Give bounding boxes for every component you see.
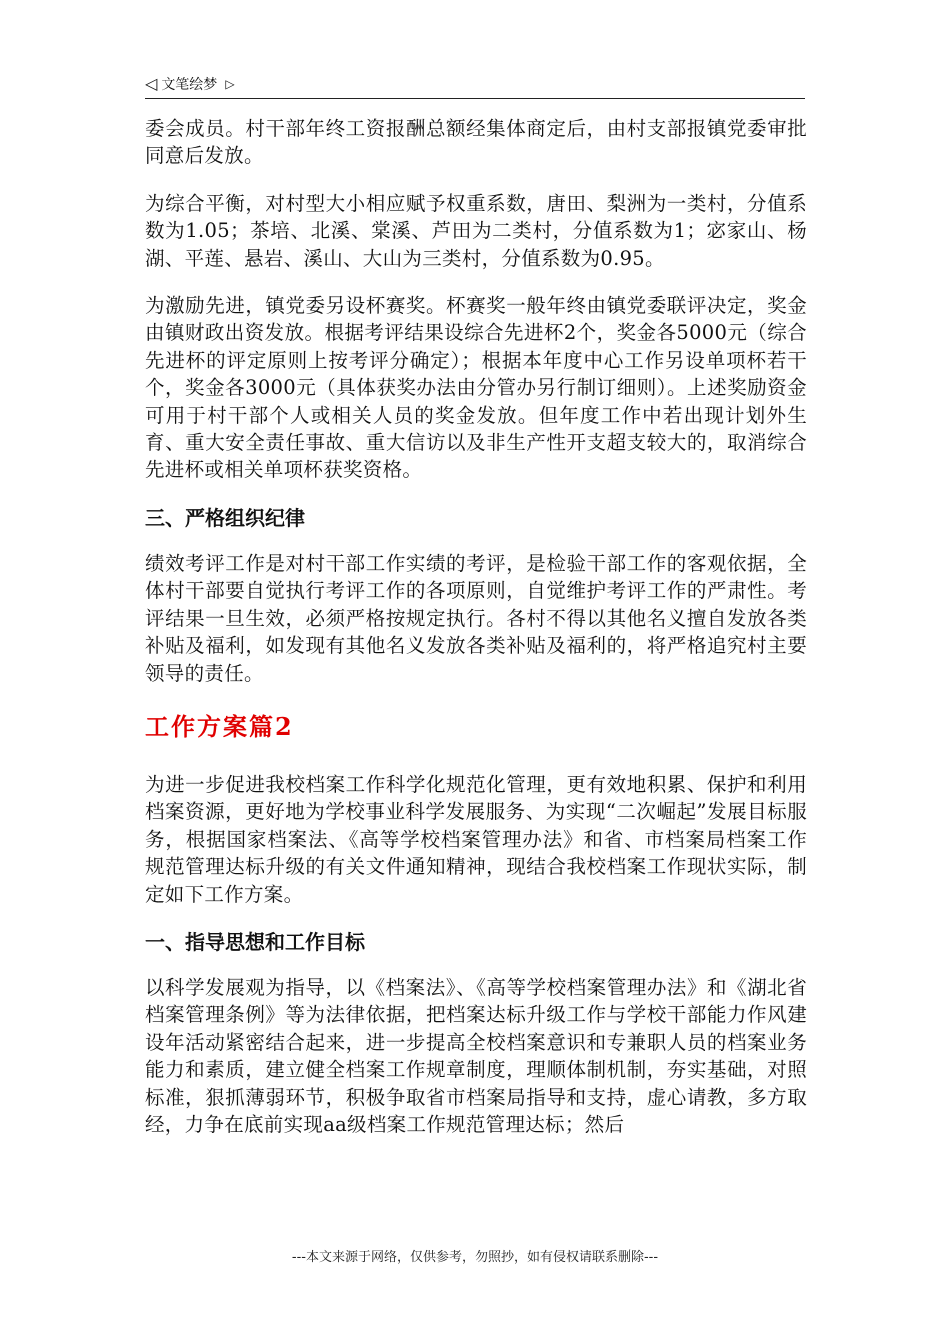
paragraph-5: 为进一步促进我校档案工作科学化规范化管理，更有效地积累、保护和利用档案资源，更好地为学校事业科学发展服务、为实现“二次崛起”发展目标服务，根据国家档案法、《高等学校档案管理办法》和省、市档案局档案工作规范管理达标升级的有关文件通知精神，现结合我校档案工作现状实际，制定如下工作方案。	[145, 772, 807, 906]
paragraph-1: 委会成员。村干部年终工资报酬总额经集体商定后，由村支部报镇党委审批同意后发放。	[145, 117, 807, 168]
page-footer: ---本文来源于网络，仅供参考，勿照抄，如有侵权请联系删除---	[291, 1250, 659, 1265]
page-header	[145, 70, 805, 99]
brand-name: 文笔绘梦	[161, 77, 218, 93]
paragraph-3: 为激励先进，镇党委另设杯赛奖。杯赛奖一般年终由镇党委联评决定，奖金由镇财政出资发放。根据考评结果设综合先进杯2个，奖金各5000元（综合先进杯的评定原则上按考评分确定）；根据本年度中心工作另设单项杯若干个，奖金各3000元（具体获奖办法由分管办另行制订细则）。上述奖励资金可用于村干部个人或相关人员的奖金发放。但年度工作中若出现计划外生育、重大安全责任事故、重大信访以及非生产性开支超支较大的，取消综合先进杯或相关单项杯获奖资格。	[145, 294, 807, 482]
section-heading-1: 一、指导思想和工作目标	[145, 929, 365, 954]
article-title-2: 工作方案篇2	[145, 711, 294, 741]
paragraph-2: 为综合平衡，对村型大小相应赋予权重系数，唐田、梨洲为一类村，分值系数为1.05；茶培、北溪、棠溪、芦田为二类村，分值系数为1；宓家山、杨湖、平莲、悬岩、溪山、大山为三类村，分值系数为0.95。	[145, 191, 807, 270]
header-brand	[145, 74, 235, 94]
section-heading-3: 三、严格组织纪律	[145, 505, 305, 530]
paragraph-4: 绩效考评工作是对村干部工作实绩的考评，是检验干部工作的客观依据，全体村干部要自觉执行考评工作的各项原则，自觉维护考评工作的严肃性。考评结果一旦生效，必须严格按规定执行。各村不得以其他名义擅自发放各类补贴及福利，如发现有其他名义发放各类补贴及福利的，将严格追究村主要领导的责任。	[145, 551, 807, 685]
paragraph-6: 以科学发展观为指导，以《档案法》、《高等学校档案管理办法》和《湖北省档案管理条例》等为法律依据，把档案达标升级工作与学校干部能力作风建设年活动紧密结合起来，进一步提高全校档案意识和专兼职人员的档案业务能力和素质，建立健全档案工作规章制度，理顺体制机制，夯实基础，对照标准，狠抓薄弱环节，积极争取省市档案局指导和支持，虚心请教，多方取经，力争在底前实现aa级档案工作规范管理达标；然后	[145, 975, 807, 1136]
triangle-left-icon: ◁	[145, 74, 158, 93]
triangle-right-icon: ▷	[225, 77, 235, 91]
document-body	[145, 115, 807, 1158]
